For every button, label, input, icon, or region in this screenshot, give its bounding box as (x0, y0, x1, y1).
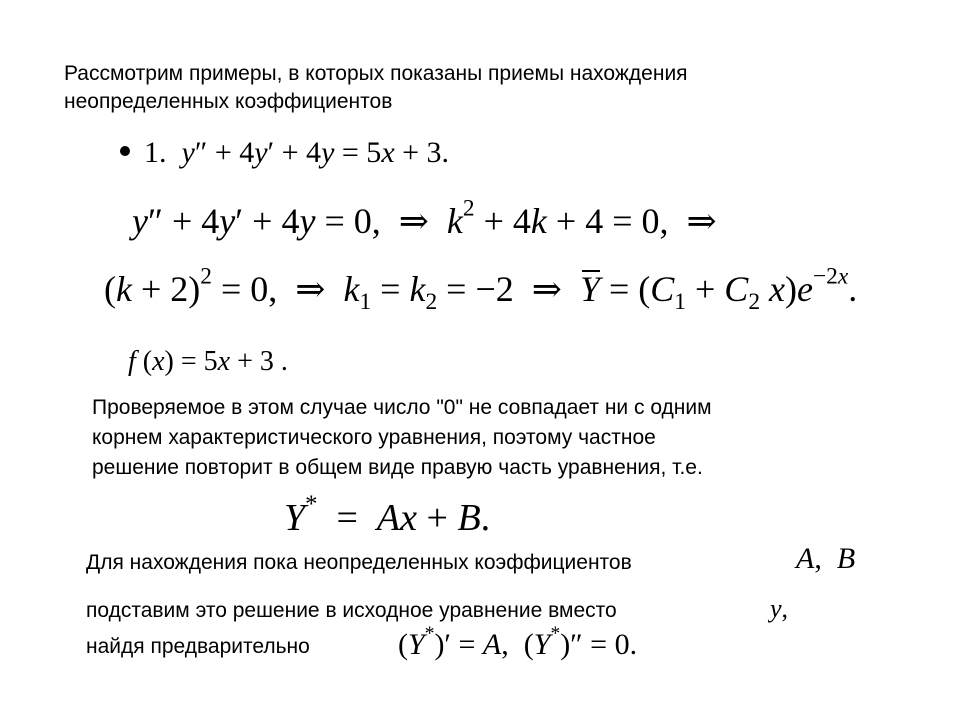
general-solution: $Y = (C_1 + C_2$ $x)e^{-2x}$. (579, 263, 858, 316)
intro-line-2: неопределенных коэффициентов (64, 90, 393, 113)
coefficients-names: A, B (796, 542, 856, 575)
substitution-var: y, (770, 594, 789, 623)
implies-icon: ⇒ (531, 269, 562, 309)
characteristic-equation-line (132, 195, 717, 242)
explanation-line-2: корнем характеристического уравнения, поэтому частное (92, 426, 656, 449)
preliminary-derivatives: (Y*)′ = A, (Y*)″ = 0. (398, 623, 638, 661)
bullet-icon (120, 146, 130, 156)
roots-values: $k_1 = k_2 = -2$ (343, 269, 514, 316)
roots-form: $(k + 2)^2 = 0$, (104, 263, 278, 309)
substitution-text: подставим это решение в исходное уравнение вместо (86, 599, 617, 622)
characteristic-eq: $k^2 + 4k + 4 = 0$, (446, 195, 669, 241)
rhs-formula: f (x) = 5x + 3 . (128, 346, 288, 377)
homogeneous-equation: y″ + 4y′ + 4y = 0, (132, 201, 381, 241)
example-number: 1. (144, 136, 167, 169)
coefficients-text: Для нахождения пока неопределенных коэффициентов (86, 551, 632, 574)
explanation-line-1: Проверяемое в этом случае число "0" не совпадает ни с одним (92, 396, 712, 419)
implies-icon: ⇒ (398, 201, 429, 241)
preliminary-text: найдя предварительно (86, 635, 310, 658)
implies-icon: ⇒ (686, 201, 717, 241)
particular-solution: Y* = Ax + B. (284, 490, 491, 539)
implies-icon: ⇒ (295, 269, 326, 309)
example-equation: 1. y″ + 4y′ + 4y = 5x + 3. (120, 136, 449, 170)
roots-line (104, 263, 858, 316)
explanation-line-3: решение повторит в общем виде правую часть уравнения, т.е. (92, 456, 703, 479)
intro-line-1: Рассмотрим примеры, в которых показаны приемы нахождения (64, 62, 688, 85)
